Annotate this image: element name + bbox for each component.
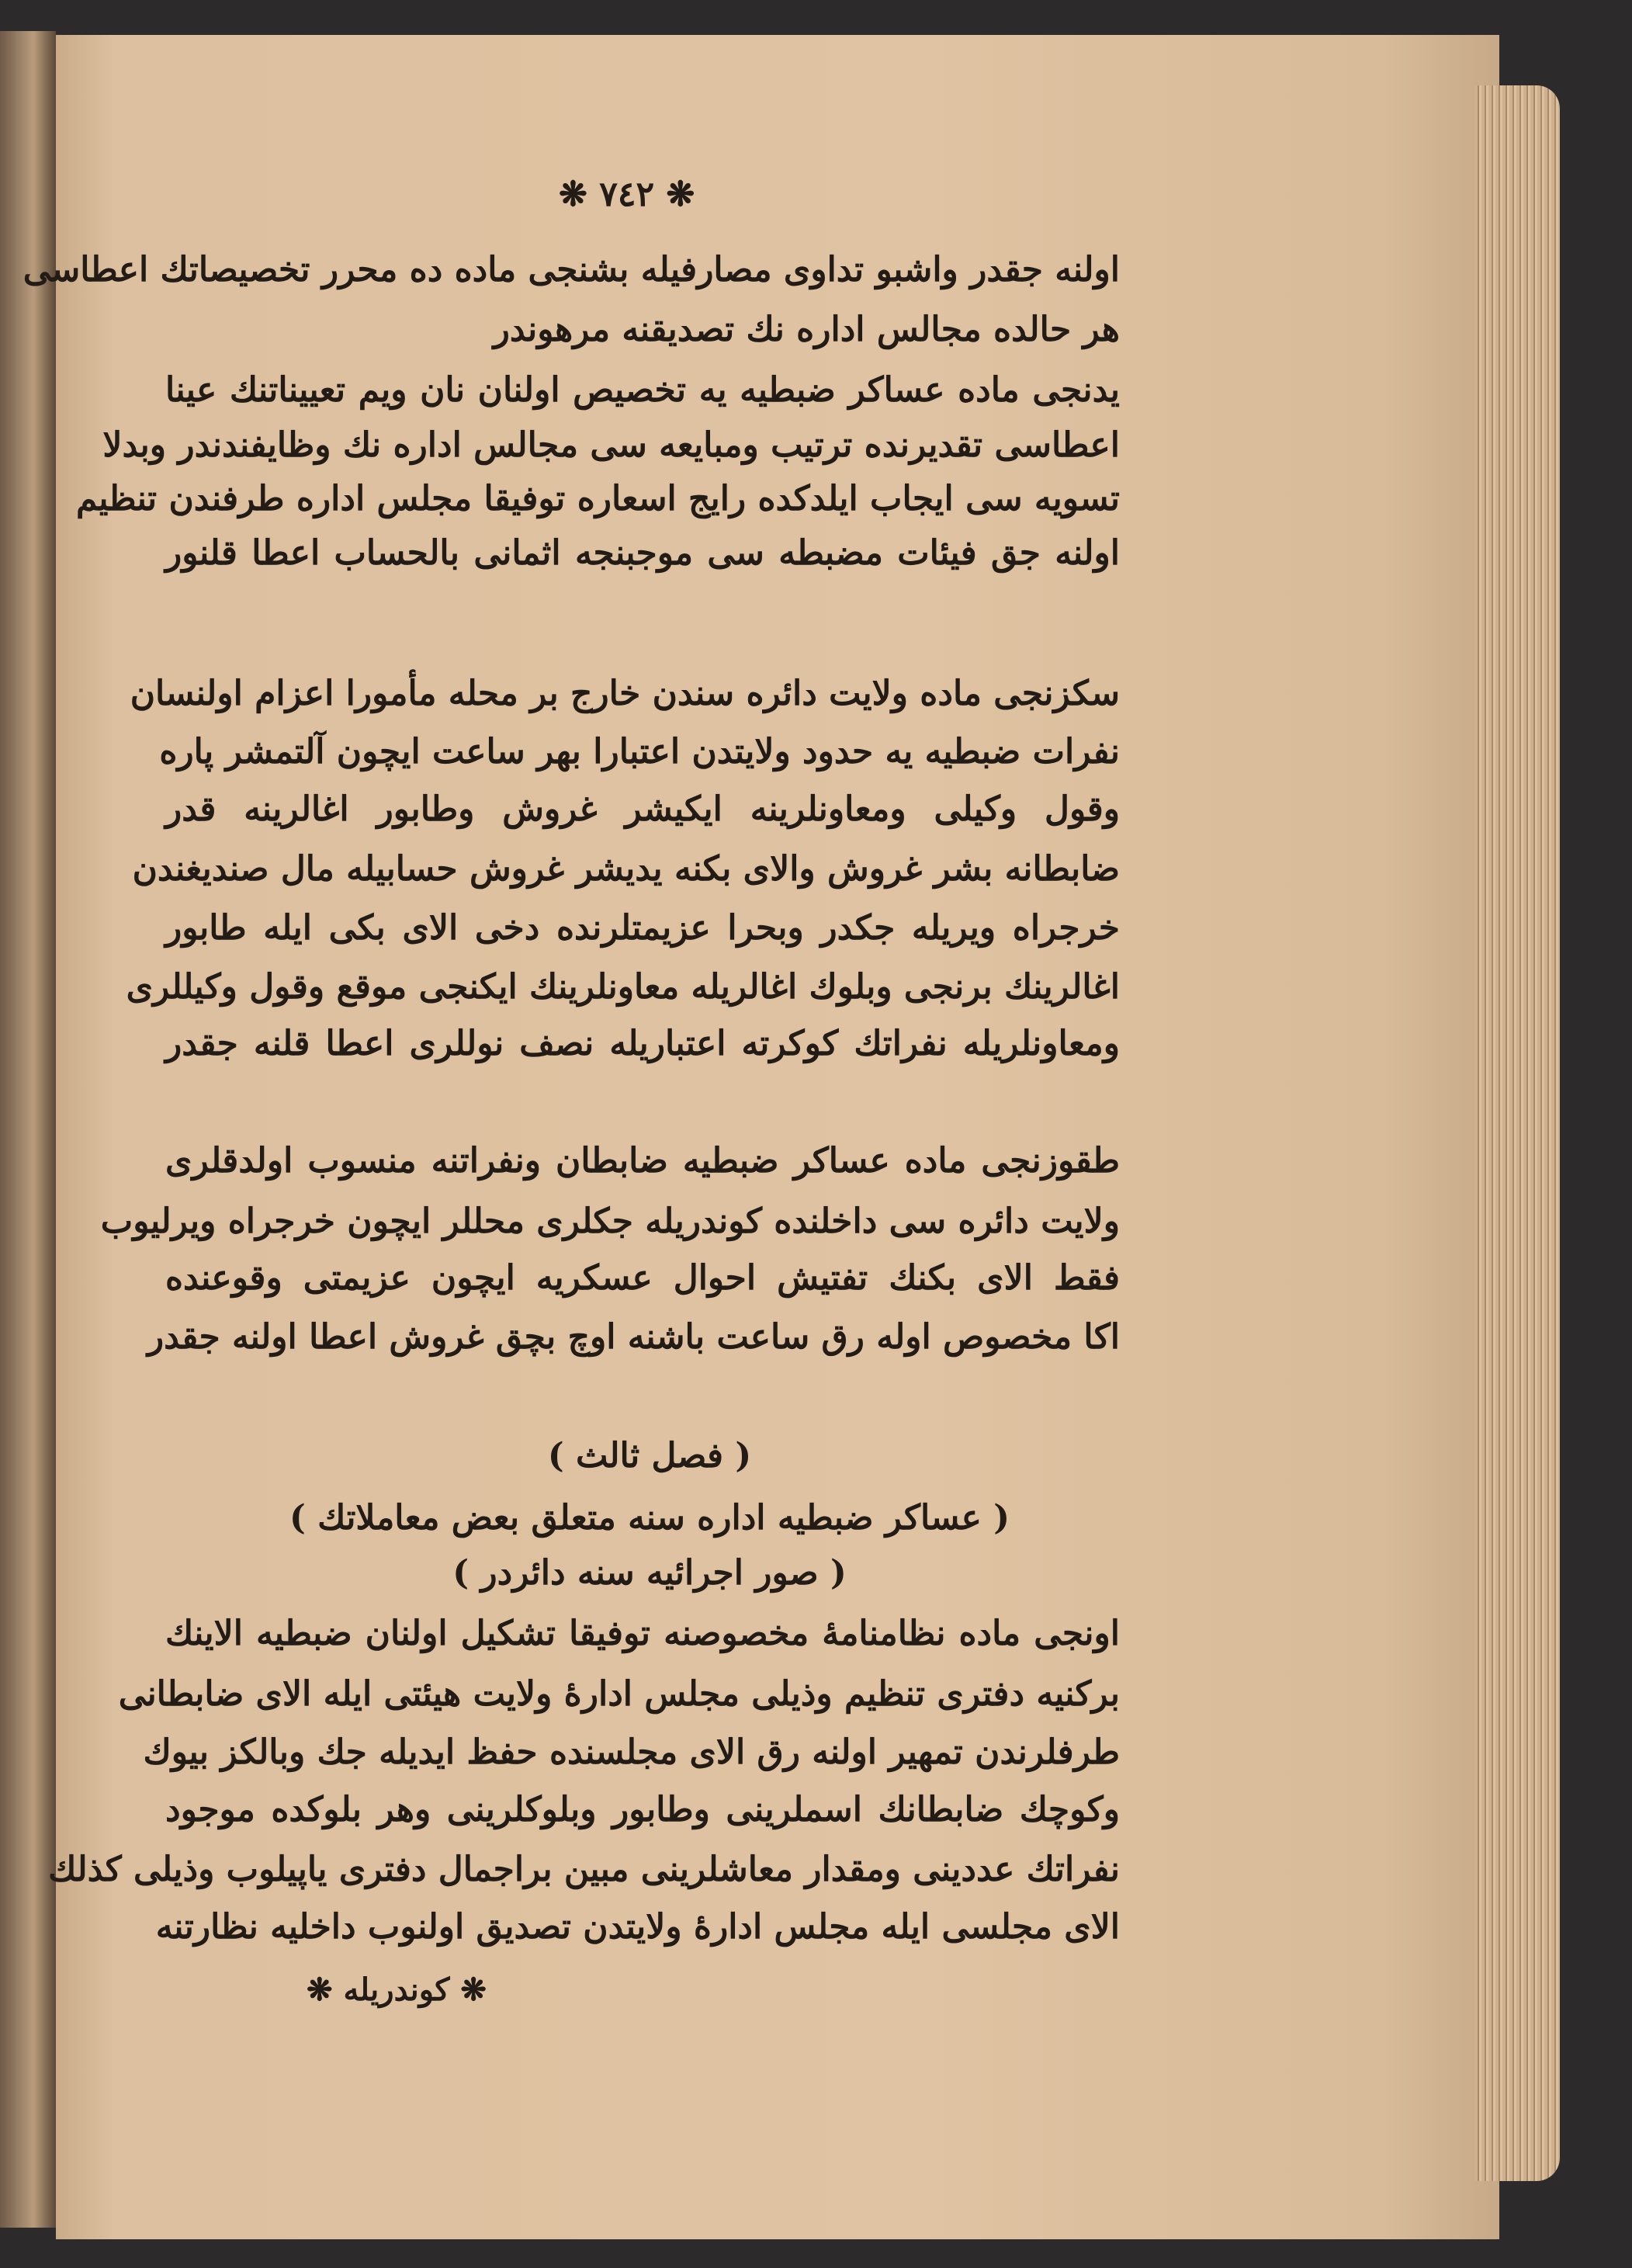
text-line: اکا مخصوص اوله رق ساعت باشنه اوچ بچق غروش اعطا اولنه جقدر xyxy=(147,1317,1120,1357)
text-line: وکوچك ضابطانك اسملرینی وطابور وبلوکلرینی وهر بلوکده موجود xyxy=(165,1790,1120,1829)
page-number xyxy=(559,175,695,214)
section-subheading: ( عساکر ضبطیه اداره سنه متعلق بعض معاملاتك ) xyxy=(289,1498,1010,1538)
text-line: نفراتك عددینی ومقدار معاشلرینی مبین براجمال دفتری یاپیلوب وذیلی کذلك xyxy=(48,1850,1120,1889)
ornament-icon: ❋ xyxy=(559,175,600,214)
text-line: طقوزنجی ماده عساکر ضبطیه ضابطان ونفراتنه منسوب اولدقلری xyxy=(165,1141,1120,1181)
ornament-icon: ❋ xyxy=(449,1971,487,2008)
text-line: اونجی ماده نظامنامهٔ مخصوصنه توفیقا تشکیل اولنان ضبطیه الاینك xyxy=(165,1614,1120,1653)
text-line: سکزنجی ماده ولایت دائره سندن خارج بر محله مأمورا اعزام اولنسان xyxy=(130,674,1120,713)
text-line: اولنه جق فیئات مضبطه سی موجبنجه اثمانی بالحساب اعطا قلنور xyxy=(165,533,1120,573)
text-line: الای مجلسی ایله مجلس ادارهٔ ولایتدن تصدیق اولنوب داخلیه نظارتنه xyxy=(155,1907,1120,1947)
page-stack-edges xyxy=(1474,85,1560,2181)
text-line: فقط الای بکنك تفتیش احوال عسکریه ایچون عزیمتی وقوعنده xyxy=(165,1258,1120,1298)
text-line: طرفلرندن تمهیر اولنه رق الای مجلسنده حفظ ایدیله جك وبالکز بیوك xyxy=(143,1732,1120,1772)
text-line: ضابطانه بشر غروش والای بکنه یدیشر غروش حسابیله مال صندیغندن xyxy=(132,849,1120,889)
catchword-text: کوندریله xyxy=(343,1971,450,2008)
text-line: نفرات ضبطیه یه حدود ولایتدن اعتبارا بهر ساعت ایچون آلتمشر پاره xyxy=(159,732,1120,772)
text-line: ولایت دائره سی داخلنده کوندریله جکلری محللر ایچون خرجراه ویرلیوب xyxy=(100,1202,1120,1241)
text-line: برکنیه دفتری تنظیم وذیلی مجلس ادارهٔ ولایت هیئتی ایله الای ضابطانی xyxy=(118,1674,1120,1714)
catchword xyxy=(307,1971,487,2008)
text-line: هر حالده مجالس اداره نك تصدیقنه مرهوندر xyxy=(493,310,1120,349)
adjacent-page-edge xyxy=(0,31,56,2228)
text-line: ومعاونلریله نفراتك کوکرته اعتباریله نصف نوللری اعطا قلنه جقدر xyxy=(165,1024,1120,1063)
text-line: اعطاسی تقدیرنده ترتیب ومبایعه سی مجالس اداره نك وظایفندندر وبدلا xyxy=(102,425,1120,465)
text-line: یدنجی ماده عساکر ضبطیه یه تخصیص اولنان نان ویم تعییناتنك عینا xyxy=(165,370,1120,410)
section-subheading: ( صور اجرائیه سنه دائردر ) xyxy=(452,1553,847,1593)
text-line: وقول وکیلی ومعاونلرینه ایکیشر غروش وطابور اغالرینه قدر xyxy=(165,789,1120,829)
text-line: اولنه جقدر واشبو تداوی مصارفیله بشنجی ماده ده محرر تخصیصاتك اعطاسی xyxy=(23,250,1120,290)
text-line: اغالرینك برنجی وبلوك اغالریله معاونلرینك ایکنجی موقع وقول وکیللری xyxy=(126,967,1120,1007)
page-number-text: ٧٤٢ xyxy=(599,175,655,214)
text-line: خرجراه ویریله جکدر وبحرا عزیمتلرنده دخی الای بکی ایله طابور xyxy=(165,908,1120,948)
ornament-icon: ❋ xyxy=(307,1971,344,2008)
ornament-icon: ❋ xyxy=(654,175,695,214)
section-heading: ( فصل ثالث ) xyxy=(547,1436,752,1476)
text-line: تسویه سی ایجاب ایلدکده رایج اسعاره توفیقا مجلس اداره طرفندن تنظیم xyxy=(76,479,1120,518)
